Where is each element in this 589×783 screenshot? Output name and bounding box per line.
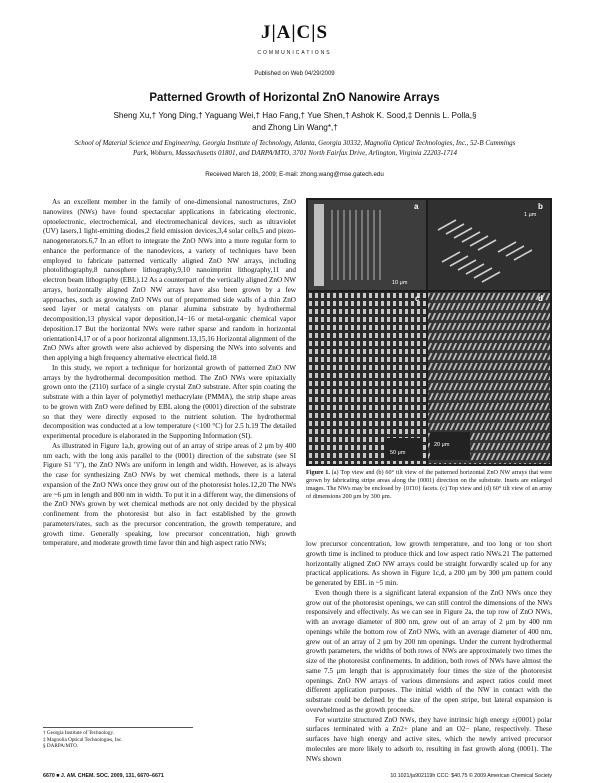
figure-panel-b	[428, 200, 550, 290]
article-title: Patterned Growth of Horizontal ZnO Nanowire Arrays	[149, 92, 440, 104]
footnote: † Georgia Institute of Technology.	[43, 730, 114, 736]
nanowire-array-image-d	[428, 292, 550, 464]
paragraph: low precursor concentration, low growth temperature, and too long or too short growth time is inclined to produce thick and low aspect ratio NWs.21 The patterned horizontally aligned ZnO NW arrays could be straight forwardly scaled up for any practical applications. As shown in Figure 1c,d, a 200 μm by 300 μm pattern could be generated by EBL in ~5 min.	[306, 540, 552, 587]
authors-line-1: Sheng Xu,† Yong Ding,† Yaguang Wei,† Hao Fang,† Yue Shen,† Ashok K. Sood,‡ Dennis L. Polla,§	[113, 111, 477, 120]
figure-caption-text: (a) Top view and (b) 60° tilt view of the patterned horizontal ZnO NW arrays that were grown by fabricating stripe areas along the (0001) direction on the substrate. Insets are enlarged images. The NWs may be enclosed by {01̄10} facets. (c) Top view and (d) 60° tilt view of an array of dimensions 200 μm by 300 μm.	[306, 469, 552, 500]
authors-line-2: and Zhong Lin Wang*,†	[252, 123, 338, 132]
footnotes	[43, 727, 193, 750]
paragraph: In this study, we report a technique for horizontal growth of patterned ZnO NW arrays by the hydrothermal decomposition method. The ZnO NWs were epitaxially grown onto the (2̄110) surface of a single crystal ZnO substrate. After spin coating the substrate with a thin layer of polymethyl methacrylate (PMMA), the strip shape areas to be grown with ZnO were defined by EBL along the (0001) direction of the substrate so that they were directly exposed to the nutrient solution. The hydrothermal decomposition was conducted at a low temperature (<100 °C) for 2.5 h.19 The detailed experimental procedure is elaborated in the Supporting Information (SI).	[43, 363, 296, 440]
panel-label-a: a	[414, 202, 419, 211]
footnote: ‡ Magnolia Optical Technologies, Inc.	[43, 736, 123, 743]
nanowire-array-image-a	[308, 200, 426, 290]
page-footer-citation: 6670 ■ J. AM. CHEM. SOC. 2009, 131, 6670–6671	[43, 773, 164, 779]
figure-panel-c	[308, 292, 426, 464]
figure-panel-d	[428, 292, 550, 464]
affiliation: School of Material Science and Engineering, Georgia Institute of Technology, Atlanta, Georgia 30332, Magnolia Optical Technologies, Inc., 52-B Cummings Park, Woburn, Massachusetts 01801, and DARPA/MTO, 3701 North Fairfax Drive, Arlington, Virginia 22203-1714	[74, 139, 516, 157]
scale-bar-a: 10 μm	[392, 280, 408, 286]
scale-bar-d: 20 μm	[434, 442, 450, 448]
body-column-left	[43, 198, 296, 549]
received-line: Received March 18, 2009; E-mail: zhong.wang@mse.gatech.edu	[205, 171, 384, 178]
author-list	[70, 110, 520, 134]
panel-label-d: d	[538, 294, 543, 303]
published-date: Published on Web 04/29/2009	[254, 71, 335, 77]
journal-logo-subtitle: COMMUNICATIONS	[257, 50, 332, 56]
journal-logo: J|A|C|S	[260, 22, 329, 43]
panel-label-c: c	[415, 294, 420, 303]
nanowire-array-image-c	[308, 292, 426, 464]
paragraph: As illustrated in Figure 1a,b, growing out of an array of stripe areas of 2 μm by 400 nm each, with the long axis parallel to the (0001) direction of the substrate (see SI Figure S1 "i"), the ZnO NWs are uniform in length and width. However, as is always the case for synthesizing ZnO NWs by wet chemical methods, there is a lateral expansion of the ZnO NWs once they grow out of the photoresist holes.12,20 The NWs are ~6 μm in length and 800 nm in width. To put it in a different way, the dimensions of the ZnO NWs grown by wet chemical methods are not only decided by the physical confinement from the photoresist but also in fact established by the growth parameters/rates, such as the precursor concentration, the growth temperature, and growth time. Generally speaking, low precursor concentration, high growth temperature, and moderate growth time favor thin and high aspect ratio NWs;	[43, 441, 296, 548]
figure-caption	[306, 469, 552, 501]
paragraph: As an excellent member in the family of one-dimensional nanostructures, ZnO nanowires (NWs) have found spectacular applications in fabricating electronic, optoelectronic, electrochemical, and electromechanical devices, such as ultraviolet (UV) lasers,1 light-emitting diodes,2 field emission devices,3,4 solar cells,5 and piezo-nanogenerators.6,7 In an effort to integrate the ZnO NWs into a more regular form to enhance the performance of the nanodevices, a variety of techniques have been employed to fabricate patterned vertically aligned ZnO NW arrays, including photolithography,8 nanosphere lithography,9,10 nanoimprint lithography,11 and electron beam lithography (EBL).12 As a counterpart of the vertically aligned ZnO NW arrays, horizontally aligned ZnO NW arrays have also been grown by a few approaches, such as growing ZnO NWs out of prepatterned side walls of a thin ZnO seed layer or metal catalysts on planar alumina substrate by hydrothermal decomposition,13 physical vapor deposition,14−16 or metal-organic chemical vapor deposition.17 But the horizontal NWs were rather sparse and random in horizontal orientation14,17 or of a poor horizontal alignment.13,15,16 Horizontal alignment of the ZnO NWs after growth were also achieved by dispersing the NWs into solvents and then applying a high frequency alternative electrical field.18	[43, 198, 296, 362]
figure-caption-label: Figure 1.	[306, 469, 330, 476]
figure-1	[306, 198, 552, 466]
footnote: § DARPA/MTO.	[43, 743, 79, 749]
scale-bar-c: 50 μm	[390, 450, 406, 456]
page-footer-doi: 10.1021/ja902119h CCC: $40.75 © 2009 American Chemical Society	[390, 773, 552, 779]
figure-panel-a	[308, 200, 426, 290]
panel-label-b: b	[538, 202, 543, 211]
paragraph: For wurtzite structured ZnO NWs, they have intrinsic high energy ±(0001) polar surfaces terminated with a Zn2+ plane and an O2− plane, respectively. These surfaces have high energy and active sites, which the newly arrived precursor molecules are more likely to adsorb to, resulting in fast growth along (0001). The NWs shown	[306, 715, 552, 763]
scale-bar-b: 1 μm	[524, 212, 537, 218]
paragraph: Even though there is a significant lateral expansion of the ZnO NWs once they grow out of the photoresist openings, we can still control the dimensions of the NWs responsively and effectively. As we can see in Figure 2a, the top row of ZnO NWs, with an average diameter of 800 nm, grew out of an array of 2 μm by 400 nm openings while the bottom row of ZnO NWs, with an average diameter of 400 nm, grew out of an array of 2 μm by 200 nm openings. Under the current hydrothermal growth parameters, the widths of both rows of NWs are approximately two times the size of the photoresist confinements. In addition, both rows of NWs have almost the same 7.5 μm length that is approximately four times the size of the photoresist openings. ZnO NW arrays of various dimensions and aspect ratios could meet different application purposes. The initial width of the NW in contact with the substrate could be defined by the size of the open stripe, but lateral expansion is overwhelmed as the growth proceeds.	[306, 588, 552, 714]
body-column-right	[306, 540, 552, 764]
